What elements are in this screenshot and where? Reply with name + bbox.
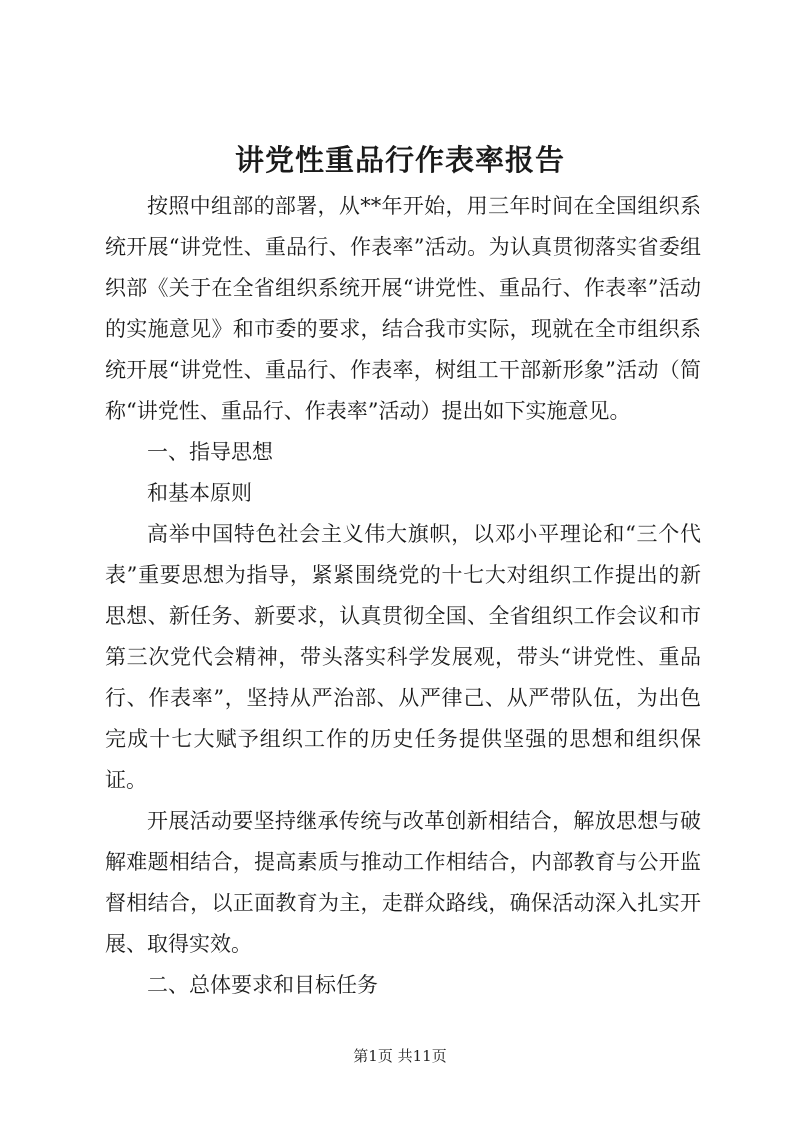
paragraph-guiding-ideology: 高举中国特色社会主义伟大旗帜，以邓小平理论和“三个代表”重要思想为指导，紧紧围绕党的十七大对组织工作提出的新思想、新任务、新要求，认真贯彻全国、全省组织工作会议和市第三次党代会精神，带头落实科学发展观，带头“讲党性、重品行、作表率”，坚持从严治部、从严律己、从严带队伍，为出色完成十七大赋予组织工作的历史任务提供坚强的思想和组织保证。: [105, 522, 701, 792]
paragraph-intro: 按照中组部的部署，从**年开始，用三年时间在全国组织系统开展“讲党性、重品行、作表率”活动。为认真贯彻落实省委组织部《关于在全省组织系统开展“讲党性、重品行、作表率”活动的实施意见》和市委的要求，结合我市实际，现就在全市组织系统开展“讲党性、重品行、作表率，树组工干部新形象”活动（简称“讲党性、重品行、作表率”活动）提出如下实施意见。: [105, 194, 701, 423]
section-heading-basic-principles: 和基本原则: [147, 481, 252, 505]
paragraph-principles: 开展活动要坚持继承传统与改革创新相结合，解放思想与破解难题相结合，提高素质与推动工作相结合，内部教育与公开监督相结合，以正面教育为主，走群众路线，确保活动深入扎实开展、取得实效。: [105, 809, 701, 956]
page-number-footer: 第1页 共11页: [353, 1047, 447, 1065]
section-heading-guiding-ideology: 一、指导思想: [147, 440, 273, 464]
section-heading-requirements: 二、总体要求和目标任务: [147, 973, 378, 997]
document-body: [105, 186, 701, 1006]
document-title: 讲党性重品行作表率报告: [234, 143, 565, 177]
